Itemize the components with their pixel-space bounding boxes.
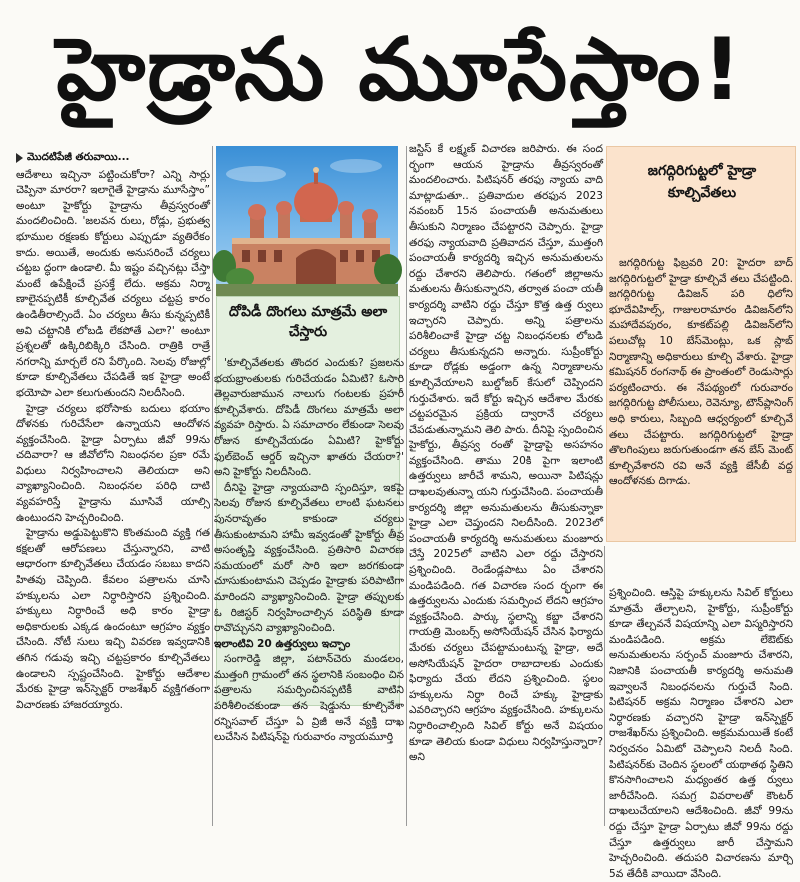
column-3 — [409, 142, 603, 826]
column-4-bottom — [609, 586, 793, 880]
column-divider — [604, 546, 605, 826]
kicker — [16, 150, 210, 166]
paragraph: దీనిపై హైడ్రా న్యాయవాది స్పందిస్తూ, ఇకపై సెలవు రోజున కూల్చివేతలు లాంటి ఘటనలు పునరావృతం కాకుండా చర్యలు తీసుకుంటామని హామీ ఇవ్వడంతో హైకోర్టు తీవ్ర అసంతృప్తి వ్యక్తంచేసింది. ప్రతిసారి విచారణ సమయంలో మరో సారి ఇలా జరగకుండా చూసుకుంటామని చెప్పడం హైడ్రాకు పరిపాటిగా మారిందని వ్యాఖ్యానించింది. హైడ్రా తప్పులకు ఓ రిజిస్టర్ నిర్వహించాల్సిన పరిస్థితి కూడా రావొచ్చునని వ్యాఖ్యానించింది. — [214, 481, 404, 635]
column-4-box-text — [609, 256, 793, 538]
column-1 — [16, 150, 210, 826]
sub-heading: ఇలాంటివి 20 ఉత్తర్వులు ఇచ్చాం — [214, 637, 351, 650]
headline: హైడ్రాను మూసేస్తాం! — [56, 20, 744, 120]
column-2 — [214, 356, 404, 826]
paragraph: హైడ్రాను అడ్డుపెట్టుకొని కొంతమంది వ్యక్తి గత కక్షలతో ఆరోపణలు చేస్తున్నారని, వాటి ఆధారంగా కూల్చివేతలు చేయడం సబబు కాదని హితవు చెప్పింది. కేవలం పత్రాలను చూసి హక్కులను ఎలా నిర్ధారిస్తారని ప్రశ్నించింది. హక్కులు నిర్ధారించే అధి కారం హైడ్రా అధికారులకు ఎక్కడ ఉందంటూ ఆగ్రహం వ్యక్తం చేసింది. నోటీ సులు ఇచ్చి వివరణ ఇవ్వడానికి తగిన గడువు ఇచ్చి చట్టప్రకారం కూల్చివేతలు ఉండాలని స్పష్టంచేసింది. హైకోర్టు ఆదేశాల మేరకు హైడ్రా ఇన్‌స్పెక్టర్ రాజశేఖర్ వ్యక్తిగతంగా విచారణకు హాజరయ్యారు. — [16, 527, 210, 711]
high-court-building-illustration — [216, 146, 398, 296]
triangle-marker-icon — [16, 153, 23, 163]
sidebar-title-orange: జగద్గిరిగుట్టలో హైడ్రా కూల్చివేతలు — [647, 163, 757, 201]
paragraph: జస్టిస్ కే లక్ష్మణ్ విచారణ జరిపారు. ఈ సంద ర్భంగా ఆయన హైడ్రాను తీవ్రస్వరంతో మందలించారు. పిటిషనర్ తరఫు న్యాయ వాది మాట్లాడుతూ.. ప్రతివాదుల తరఫున 2023 నవంబర్ 15న పంచాయతీ అనుమతులు తీసుకుని నిర్మాణం చేపట్టారని చెప్పారు. హైడ్రా తరఫు న్యాయవాది ప్రతివాదన చేస్తూ, ముత్తంగి పంచాయతీ కార్యదర్శి ఇచ్చిన అనుమతులను రద్దు చేశారని తెలిపారు. గతంలో జిల్లాఅను మతులను తీసుకున్నారని, తర్వాత పంచా యతీ కార్యదర్శి వాటిని రద్దు చేస్తూ కొత్త ఉత్త ర్వులు ఇచ్చారని చెప్పారు. అన్ని పత్రాలను పరిశీలించాకే హైడ్రా చట్ట నిబంధనలకు లోబడి చర్యలు తీసుకున్నదని అన్నారు. సుప్రీంకోర్టు కూడా రోడ్లకు అడ్డంగా ఉన్న నిర్మాణాలను కూల్చివేయాలని బుల్డోజర్ కేసులో చెప్పిందని గుర్తుచేశారు. ఇదే కోర్టు ఇచ్చిన ఆదేశాల మేరకు చట్టపరమైన ప్రక్రియ ద్వారానే చర్యలు చేపడుతున్నామని తెలి పారు. దీనిపై స్పందించిన హైకోర్టు, తీవ్రస్వ రంతో హైడ్రాపై అసహనం వ్యక్తంచేసింది. తాము 20కి పైగా ఇలాంటి ఉత్తర్వులు జారీచే శామని, అయినా పిటిషన్లు దాఖలవుతున్నా యని గుర్తుచేసింది. పంచాయతీ కార్యదర్శి జిల్లా అనుమతులను తీసుకున్నాకా హైడ్రా ఎలా చెప్తుందని నిలదీసింది. 2023లో పంచాయతీ కార్యదర్శి అనుమతులు మంజూరు చేస్తే 2025లో వాటిని ఎలా రద్దు చేస్తారని ప్రశ్నించింది. రెండేండ్లపాటు ఏం చేశారని మండిపడింది. గత విచారణ సంద ర్భంగా ఈ ఉత్తర్వులను ఎందుకు సమర్పించ లేదని ఆగ్రహం వ్యక్తంచేసింది. పార్కు స్థలాన్ని కబ్జా చేశారని గాయత్రి మెంబర్స్ అసోసియేషన్ చేసిన ఫిర్యాదు మేరకు చర్యలు చేపట్టామంటున్న హైడ్రా, అదే అసోసియేషన్ హైదరా రాబాదాలకు ఎందుకు ఫిర్యాదు చేయ లేదని ప్రశ్నించింది. స్థలం హక్కులను నిర్ధా రించే హక్కు హైడ్రాకు ఎవరిచ్చారని ఆగ్రహం వ్యక్తంచేసింది. హక్కులను నిర్ధారించాల్సింది సివిల్ కోర్టు అనే విషయం కూడా తెలియ కుండా విధులు నిర్వహిస్తున్నారా? అని — [409, 143, 603, 764]
paragraph: 'కూల్చివేతలకు తొందర ఎందుకు? ప్రజలను భయభ్రాంతులకు గురిచేయడం ఏమిటి? ఓసారి తెల్లవారుజామున నాలుగు గంటలకు ప్రహరీ కూల్చివేశారు. దోపిడీ దొంగలు మాత్రమే అలా వ్యవహ రిస్తారు. ఏ సమాచారం లేకుండా సెలవు రోజున కూల్చివేయడం ఏమిటి? హైకోర్టు ఫుల్‌బెంచ్ ఆర్డర్ ఇచ్చినా ఖాతరు చేయరా?' అని హైకోర్టు నిలదీసింది. — [214, 357, 404, 479]
paragraph: సంగారెడ్డి జిల్లా, పటాన్‌చెరు మండలం, ముత్తంగి గ్రామంలో తన స్థలానికి సంబంధిం చిన పత్రాలను సమర్పించినప్పటికీ వాటిని పరిశీలించకుండా తన షెడ్డును కూల్చివేశా రన్నిసవాల్ చేస్తూ ఏ వ్రిజీ అనే వ్యక్తి దాఖ లుచేసిన పిటిషన్‌పై గురువారం న్యాయమూర్తి — [214, 653, 404, 744]
column-divider — [212, 146, 213, 826]
kicker-text: మొదటిపేజీ తరువాయి... — [27, 151, 130, 163]
paragraph: ప్రశ్నించింది. ఆస్తిపై హక్కులను సివిల్ కోర్టులు మాత్రమే తేల్చాలని, హైకోర్టు, సుప్రీంకోర్టు కూడా తేల్చవనే విషయాన్ని ఎలా విస్మరిస్తారని మండిపడింది. అక్రమ లేఔట్‌కు అనుమతులను సర్పంచ్ మంజూరు చేశారని, నిజానికి పంచాయతీ కార్యదర్శి అనుమతి ఇవ్వాలనే నిబంధనలను గుర్తుచే సింది. పిటిషనర్ అక్రమ నిర్మాణం చేశారని ఎలా నిర్ధారణకు వచ్చారని హైడ్రా ఇన్‌స్పెక్టర్ రాజశేఖర్‌ను ప్రశ్నించింది. అక్రమమయితే కంటే నిర్వచనం ఏమిటో చెప్పాలని నిలదీ సింది. పిటిషనర్‌కు చెందిన స్థలంలో యథాతథ స్థితిని కొనసాగించాలని మధ్యంతర ఉత్త ర్వులు జారీచేసింది. సమగ్ర వివరాలతో కౌంటర్ దాఖలుచేయాలని ఆదేశించింది. జీవో 99ను రద్దు చేస్తూ హైడ్రా ఏర్పాటు జీవో 99ను రద్దు చేస్తూ ఉత్తర్వులు జారీ చేస్తామని హెచ్చరించింది. తదుపరి విచారణను మార్చి 5వ తేదీకి వాయిదా వేసింది. — [609, 587, 793, 880]
paragraph: హైడ్రా చర్యలు భరోసాకు బదులు భయాం దోళనకు గురిచేసేలా ఉన్నాయని ఆందోళన వ్యక్తంచేసింది. హైడ్రా ఏర్పాటు జీవో 99ను చదివారా? ఆ జీవోలోని నిబంధనల ప్రకా రమే విధులు నిర్వహించాలని తెలియదా అని వ్యాఖ్యానించింది. నిబంధనల పరిధి దాటి వ్యవహరిస్తే హైడ్రాను మూసివే యాల్సి ఉంటుందని హెచ్చరించింది. — [16, 402, 210, 524]
paragraph: ఆదేశాలు ఇచ్చినా పట్టించుకోరా? ఎన్ని సార్లు చెప్పినా మారరా? ఇలాగైతే హైడ్రాను మూసేస్తాం” అంటూ హైకోర్టు హైడ్రాను తీవ్రస్వరంతో మందలించింది. 'జలవన రులు, రోడ్లు, ప్రభుత్వ భూముల రక్షణకు కోర్టులు ఎప్పుడూ వ్యతిరేకం కాదు. అయితే, అందుకు అనుసరించే చర్యలు చట్టబ ద్ధంగా ఉండాలి. మీ ఇష్టం వచ్చినట్లు చేస్తా మంటే ఉపేక్షించే ప్రసక్తే లేదు. అక్రమ నిర్మా ణాలైనప్పటికీ కూల్చివేత చర్యలు చట్టప్ర కారం ఉండితీరాల్సిందే. ఏం చర్యలు తీసు కున్నప్పటికీ అవి చట్టానికి లోబడి లేకపోతే ఎలా?' అంటూ ప్రశ్నలతో ఉక్కిరిబిక్కిరి చేసింది. రాత్రికి రాత్రే నగరాన్ని మార్చలే రని పేర్కొంది. సెలవు రోజుల్లో కూడా కూల్చివేతలు చేపడితే ఇక హైడ్రా అంటే భయోపా ఎలా కలుగుతుందని నిలదీసింది. — [16, 168, 210, 399]
paragraph: జగద్గిరిగుట్ట ఫిబ్రవరి 20: హైదరా బాద్ జగద్గిరిగుట్టలో హైడ్రా కూల్చివే తలు చేపట్టింది. జగద్గిరిగుట్ట డివిజన్ పరి ధిలోని భూదేవిహిల్స్, గాజులరామారం డివిజన్‌లోని మహాదేవపురం, కూకట్‌పల్లి డివిజన్‌లోని పలుచోట్ల 10 బేస్‌మెంట్లు, ఒక స్లాబ్ నిర్మాణాన్ని అధికారులు కూల్చి వేశారు. హైడ్రా కమిషనర్ రంగనాథ్ ఈ ప్రాంతంలో రెండుసార్లు పర్యటించారు. ఈ నేపథ్యంలో గురువారం జగద్గిరిగుట్ట పోలీసులు, రెవెన్యూ, టౌన్‌ప్లానింగ్ అధి కారులు, సిబ్బంది ఆధ్వర్యంలో కూల్చివే తలు చేపట్టారు. జగద్గిరిగుట్టలో హైడ్రా తొలగింపులు జరుగుతుండగా తన బేస్ మెంట్ కూల్చివేశారని రవి అనే వ్యక్తి జేసీబీ వద్ద ఆందోళనకు దిగాడు. — [609, 257, 793, 488]
sidebar-title-green: దోపిడీ దొంగలు మాత్రమే అలా చేస్తారు — [228, 304, 388, 340]
column-divider — [406, 146, 407, 826]
high-court-photo — [216, 146, 398, 296]
